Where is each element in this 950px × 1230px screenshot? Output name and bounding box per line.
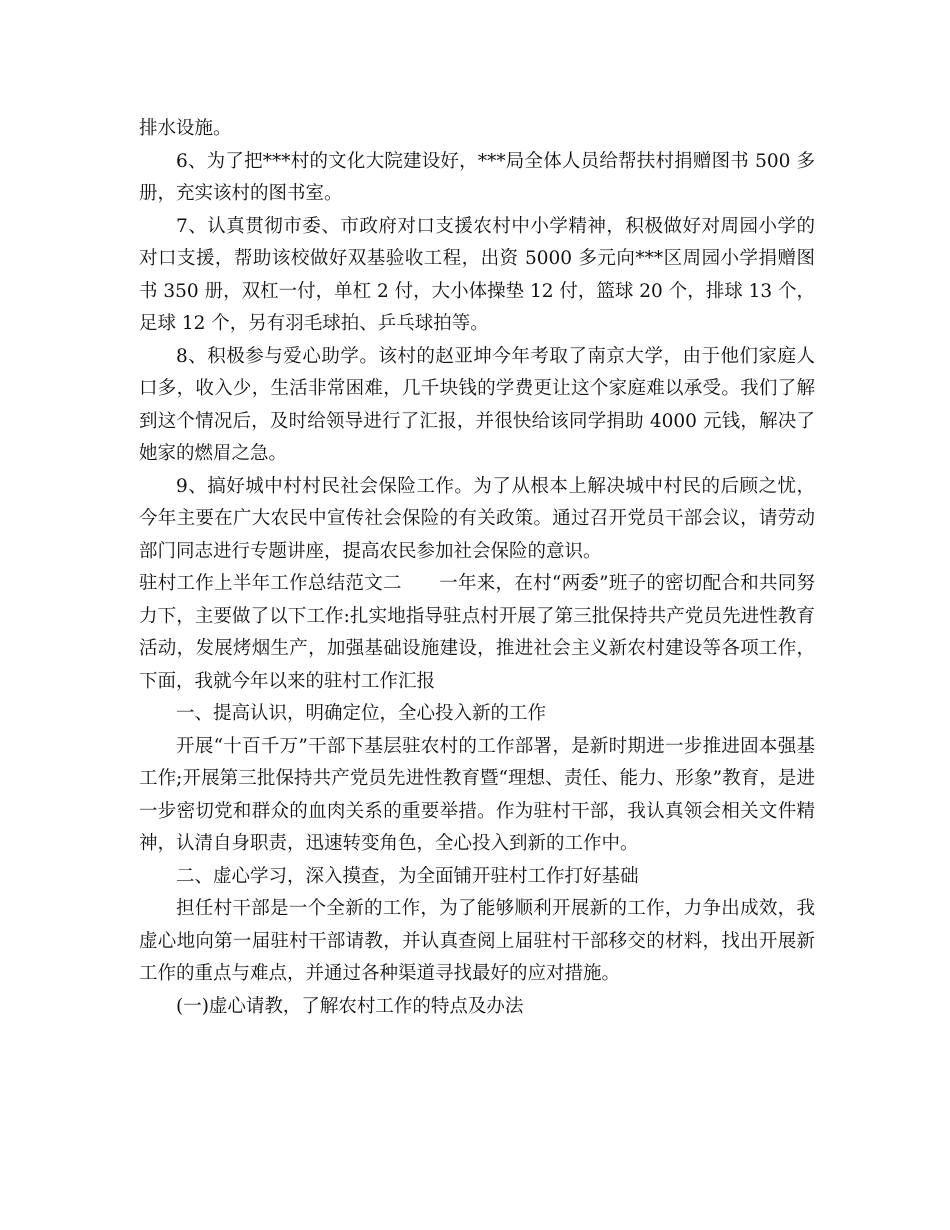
paragraph-section-two-body: 担任村干部是一个全新的工作，为了能够顺利开展新的工作，力争出成效，我虚心地向第一届驻村干部请教，并认真查阅上届驻村干部移交的材料，找出开展新工作的重点与难点，并通过各种渠道寻找最好的应对措施。 xyxy=(139,898,815,984)
paragraph-item-9: 9、搞好城中村村民社会保险工作。为了从根本上解决城中村民的后顾之忧，今年主要在广大农民中宣传社会保险的有关政策。通过召开党员干部会议，请劳动部门同志进行专题讲座，提高农民参加社会保险的意识。 xyxy=(139,475,815,562)
paragraph-section-one-body: 开展“十百千万”干部下基层驻农村的工作部署，是新时期进一步推进固本强基工作;开展第三批保持共产党员先进性教育暨“理想、责任、能力、形象”教育，是进一步密切党和群众的血肉关系的重要举措。作为驻村干部，我认真领会相关文件精神，认清自身职责，迅速转变角色，全心投入到新的工作中。 xyxy=(139,735,815,854)
document-body xyxy=(139,113,815,1023)
paragraph-item-7: 7、认真贯彻市委、市政府对口支援农村中小学精神，积极做好对周园小学的对口支援，帮助该校做好双基验收工程，出资 5000 多元向***区周园小学捐赠图书 350 册，双杠一付，单杠 2 付，大小体操垫 12 付，篮球 20 个，排球 13 个，足球 12 个，另有羽毛球拍、乒乓球拍等。 xyxy=(139,215,816,334)
paragraph-drainage-end: 排水设施。 xyxy=(139,118,232,139)
paragraph-item-6: 6、为了把***村的文化大院建设好，***局全体人员给帮扶村捐赠图书 500 多册，充实该村的图书室。 xyxy=(139,150,815,204)
section-heading-one: 一、提高认识，明确定位，全心投入新的工作 xyxy=(176,703,547,724)
section-heading-two: 二、虚心学习，深入摸查，为全面铺开驻村工作打好基础 xyxy=(176,865,639,887)
paragraph-sample-two-intro: 驻村工作上半年工作总结范文二 一年来，在村“两委”班子的密切配合和共同努力下，主要做了以下工作:扎实地指导驻点村开展了第三批保持共产党员先进性教育活动，发展烤烟生产，加强基础设施建设，推进社会主义新农村建设等各项工作，下面，我就今年以来的驻村工作汇报 xyxy=(139,573,815,692)
paragraph-item-8: 8、积极参与爱心助学。该村的赵亚坤今年考取了南京大学，由于他们家庭人口多，收入少，生活非常困难，几千块钱的学费更让这个家庭难以承受。我们了解到这个情况后，及时给领导进行了汇报，并很快给该同学捐助 4000 元钱，解决了她家的燃眉之急。 xyxy=(139,345,815,464)
subsection-heading-one: (一)虚心请教，了解农村工作的特点及办法 xyxy=(176,995,524,1017)
